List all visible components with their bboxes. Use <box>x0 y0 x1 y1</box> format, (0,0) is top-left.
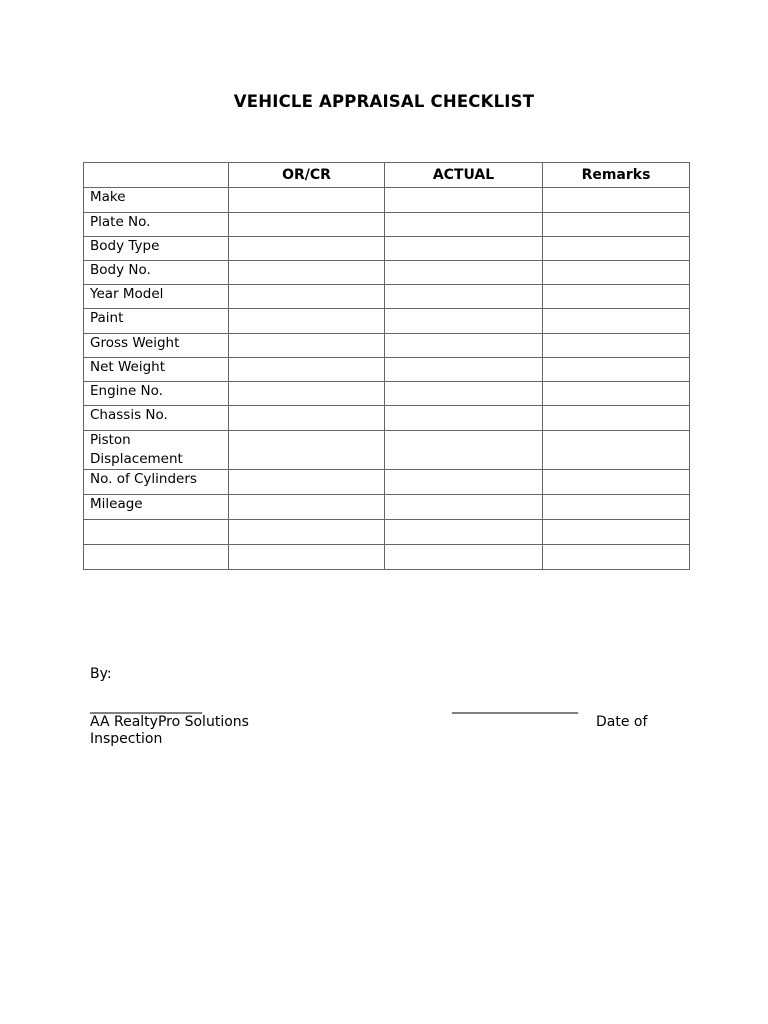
row-label: Paint <box>84 309 229 334</box>
orcr-cell <box>229 406 385 431</box>
signature-line-left: ________________ <box>90 698 202 714</box>
row-label: Chassis No. <box>84 406 229 431</box>
remarks-cell <box>543 545 690 570</box>
document-title: VEHICLE APPRAISAL CHECKLIST <box>233 92 535 111</box>
actual-cell <box>385 213 543 237</box>
header-actual: ACTUAL <box>385 163 543 188</box>
remarks-cell <box>543 358 690 382</box>
header-orcr: OR/CR <box>229 163 385 188</box>
table-row <box>84 188 690 213</box>
table-row <box>84 470 690 495</box>
table-row <box>84 431 690 470</box>
orcr-cell <box>229 520 385 545</box>
table-row <box>84 285 690 309</box>
actual-cell <box>385 545 543 570</box>
table-row <box>84 261 690 285</box>
orcr-cell <box>229 213 385 237</box>
orcr-cell <box>229 545 385 570</box>
orcr-cell <box>229 188 385 213</box>
header-remarks: Remarks <box>543 163 690 188</box>
appraisal-table <box>83 162 690 570</box>
actual-cell <box>385 334 543 358</box>
remarks-cell <box>543 237 690 261</box>
table-row <box>84 520 690 545</box>
company-name: AA RealtyPro Solutions <box>90 714 249 730</box>
actual-cell <box>385 520 543 545</box>
actual-cell <box>385 406 543 431</box>
row-label: Mileage <box>84 495 229 520</box>
row-label: No. of Cylinders <box>84 470 229 495</box>
row-label: Year Model <box>84 285 229 309</box>
actual-cell <box>385 470 543 495</box>
orcr-cell <box>229 431 385 470</box>
table-header-row <box>84 163 690 188</box>
table-row <box>84 382 690 406</box>
row-label <box>84 520 229 545</box>
remarks-cell <box>543 285 690 309</box>
table-row <box>84 545 690 570</box>
remarks-cell <box>543 309 690 334</box>
remarks-cell <box>543 382 690 406</box>
orcr-cell <box>229 358 385 382</box>
remarks-cell <box>543 213 690 237</box>
table-row <box>84 334 690 358</box>
row-label: Net Weight <box>84 358 229 382</box>
orcr-cell <box>229 285 385 309</box>
remarks-cell <box>543 520 690 545</box>
table-row <box>84 358 690 382</box>
remarks-cell <box>543 406 690 431</box>
row-label: Body No. <box>84 261 229 285</box>
signature-line-right: __________________ <box>452 698 578 714</box>
actual-cell <box>385 285 543 309</box>
remarks-cell <box>543 261 690 285</box>
table-row <box>84 495 690 520</box>
actual-cell <box>385 261 543 285</box>
orcr-cell <box>229 261 385 285</box>
orcr-cell <box>229 334 385 358</box>
actual-cell <box>385 237 543 261</box>
orcr-cell <box>229 237 385 261</box>
remarks-cell <box>543 495 690 520</box>
row-label: Plate No. <box>84 213 229 237</box>
remarks-cell <box>543 431 690 470</box>
actual-cell <box>385 495 543 520</box>
table-row <box>84 213 690 237</box>
orcr-cell <box>229 495 385 520</box>
table-row <box>84 309 690 334</box>
actual-cell <box>385 358 543 382</box>
date-of-label: Date of <box>596 714 648 730</box>
remarks-cell <box>543 188 690 213</box>
row-label: Gross Weight <box>84 334 229 358</box>
actual-cell <box>385 382 543 406</box>
actual-cell <box>385 309 543 334</box>
orcr-cell <box>229 309 385 334</box>
orcr-cell <box>229 470 385 495</box>
actual-cell <box>385 431 543 470</box>
table-row <box>84 406 690 431</box>
row-label: Body Type <box>84 237 229 261</box>
by-label: By: <box>90 666 112 682</box>
row-label: Engine No. <box>84 382 229 406</box>
table-row <box>84 237 690 261</box>
row-label: Make <box>84 188 229 213</box>
actual-cell <box>385 188 543 213</box>
row-label: Piston Displacement <box>84 431 229 470</box>
inspection-label: Inspection <box>90 731 163 747</box>
remarks-cell <box>543 334 690 358</box>
orcr-cell <box>229 382 385 406</box>
header-blank <box>84 163 229 188</box>
remarks-cell <box>543 470 690 495</box>
row-label <box>84 545 229 570</box>
